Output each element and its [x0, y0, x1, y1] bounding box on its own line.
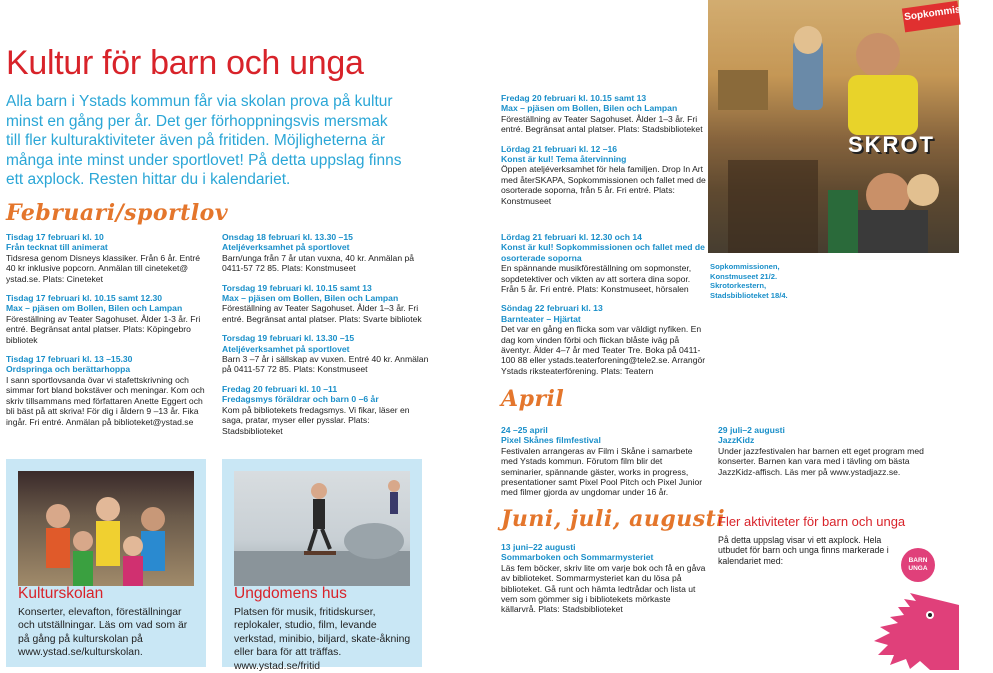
event-item: Fredag 20 februari kl. 10 –11 Fredagsmys föräldrar och barn 0 –6 år Kom på bibliotekets fredagsmys. Vi fikar, läser en saga, pratar, myser eller pysslar. Plats: Stadsbiblioteket: [222, 383, 410, 436]
event-item: Torsdag 19 februari kl. 13.30 –15 Ateljéverksamhet på sportlovet Barn 3 –7 år i sällskap av vuxen. Entré 40 kr. Anmälan på 0411-57 72 85. Plats: Konstmuseet: [222, 333, 429, 375]
more-body: På detta uppslag visar vi ett axplock. Hela utbudet för barn och unga finns markerade i kalendariet med:: [718, 535, 889, 566]
ungdomens-illustration: [234, 471, 410, 586]
concert-illustration: [708, 0, 959, 253]
event-item: Torsdag 19 februari kl. 10.15 samt 13 Max – pjäsen om Bollen, Bilen och Lampan Föreställning av Teater Sagohuset. Ålder 1–3 år. Fri entré. Begränsat antal platser. Plats: Svarte bibliotek: [222, 282, 422, 324]
page-title: Kultur för barn och unga: [6, 44, 364, 82]
concert-photo: [708, 0, 993, 253]
col1-events: [6, 232, 211, 436]
event-item: Tisdag 17 februari kl. 10.15 samt 12.30 Max – pjäsen om Bollen, Bilen och Lampan Föreställning av Teater Sagohuset. Ålder 1-3 år. Fri entré. Begränsat antal platser. Plats: Köpingebro bibliotek: [6, 293, 201, 345]
section-juni: Juni, juli, augusti: [501, 506, 726, 532]
april-event: 24 –25 april Pixel Skånes filmfestival Festivalen arrangeras av Film i Skåne i samarbete med Ystads kommun. Förutom film blir det seminarier, spännande gäster, works in progress, presentationer samt Pixel Pool Pitch och Pixel Junior med filmer gjorda av ungdomar under 16 år.: [501, 425, 703, 498]
crocodile-decoration: [870, 585, 959, 670]
barn-unga-badge: BARN UNGA: [901, 548, 935, 582]
section-februari: Februari/sportlov: [6, 200, 229, 226]
section-april: April: [501, 386, 565, 412]
col3-events: [501, 232, 706, 385]
ungdomens-box: [222, 459, 422, 672]
event-item: Söndag 22 februari kl. 13 Barnteater – Hjärtat Det var en gång en flicka som var väldigt nyfiken. En dag kom vinden förbi och flickan blåste iväg på äventyr. Ålder 4–7 år med Teater Tre. Boka på 0411-100 88 eller ystads.teaterforening@tele2.se. Arrangör Ystads riksteaterförening. Plats: Teatern: [501, 303, 706, 376]
skrot-logo: SKROT: [848, 132, 935, 157]
kulturskolan-illustration: [18, 471, 194, 586]
event-item: Lördag 21 februari kl. 12.30 och 14 Konst är kul! Sopkommissionen och fallet med de osorterade soporna En spännande musikföreställning om sopmonster, sopdetektiver och vikten av att sortera dina sopor. Från 5 år. Fri entré. Plats: Konstmuseet, hörsalen: [501, 232, 705, 295]
event-item: Lördag 21 februari kl. 12 –16 Konst är kul! Tema återvinning Öppen ateljéverksamhet för hela familjen. Drop In Art med återSKAPA, Sopkommissionen och fallet med de osorterade soporna, från 5 år. Fri entré. Plats: Konstmuseet: [501, 143, 706, 206]
kulturskolan-title: Kulturskolan: [18, 585, 104, 602]
kulturskolan-text: [18, 585, 198, 660]
col3-top-events: [501, 93, 706, 215]
ungdomens-text: [234, 585, 416, 673]
banner-text: Sopkommissionen: [903, 0, 993, 24]
kulturskolan-body: Konserter, elevafton, föreställningar och utställningar. Läs om vad som är på gång på kulturskolan på www.ystad.se/kulturskolan.: [18, 607, 188, 659]
more-title: Fler aktiviteter för barn och unga: [718, 514, 906, 529]
event-item: Onsdag 18 februari kl. 13.30 –15 Ateljéverksamhet på sportlovet Barn/unga från 7 år utan vuxna, 40 kr. Anmälan på 0411-57 72 85. Plats: Konstmuseet: [222, 232, 415, 274]
col2-events: [222, 232, 432, 445]
ungdomens-photo: [234, 471, 410, 586]
event-item: Fredag 20 februari kl. 10.15 samt 13 Max – pjäsen om Bollen, Bilen och Lampan Föreställning av Teater Sagohuset. Ålder 1–3 år. Fri entré. Begränsat antal platser. Plats: Stadsbiblioteket: [501, 93, 703, 135]
jazz-event: 29 juli–2 augusti JazzKidz Under jazzfestivalen har barnen ett eget program med konserter. Barnen kan vara med i tävling om bästa JazzKidz-affisch. Läs mer på www.ystadjazz.se.: [718, 425, 924, 477]
intro-text: Alla barn i Ystads kommun får via skolan prova på kultur minst en gång per år. Det ger förhoppningsvis mersmak till fler kulturaktiviteter även på fritiden. Möjligheterna är många inte minst under sportlovet! På detta uppslag finns ett axplock. Resten hittar du i kalendariet.: [6, 93, 402, 188]
photo-caption: Sopkommissionen, Konstmuseet 21/2. Skrotorkestern, Stadsbiblioteket 18/4.: [710, 262, 788, 300]
ungdomens-body: Platsen för musik, fritidskurser, replokaler, studio, film, levande verkstad, minibio, biljard, skate-åkning eller bara för att träffas. www.ystad.se/fritid: [234, 607, 411, 672]
kulturskolan-photo: [18, 471, 194, 586]
juni-event: 13 juni–22 augusti Sommarboken och Sommarmysteriet Läs fem böcker, skriv lite om varje bok och få en gåva av biblioteket. Sommarmysteriet kan du lösa på biblioteket. Gå runt och hämta ledtrådar och lista ut vem som gömmer sig i bibliotekets mörkaste källarvrå. Plats: Stadsbiblioteket: [501, 542, 706, 615]
ungdomens-title: Ungdomens hus: [234, 585, 347, 602]
event-item: Tisdag 17 februari kl. 13 –15.30 Ordspringa och berättarhoppa I sann sportlovsanda övar vi stafettskrivning och simmar fort bland bokstäver och meningar. Kom och skriv tillsammans med författaren Anette Eggert och bli bäst på att skriva! För dig i åldern 9 –13 år. Fika ingår. Fri entré. Anmälan på biblioteket@ystad.se: [6, 354, 205, 427]
kulturskolan-box: [6, 459, 206, 667]
event-item: Tisdag 17 februari kl. 10 Från tecknat till animerat Tidsresa genom Disneys klassiker. Från 6 år. Entré 40 kr inklusive popcorn. Anmälan till cineteket@ ystad.se. Plats: Cineteket: [6, 232, 201, 284]
